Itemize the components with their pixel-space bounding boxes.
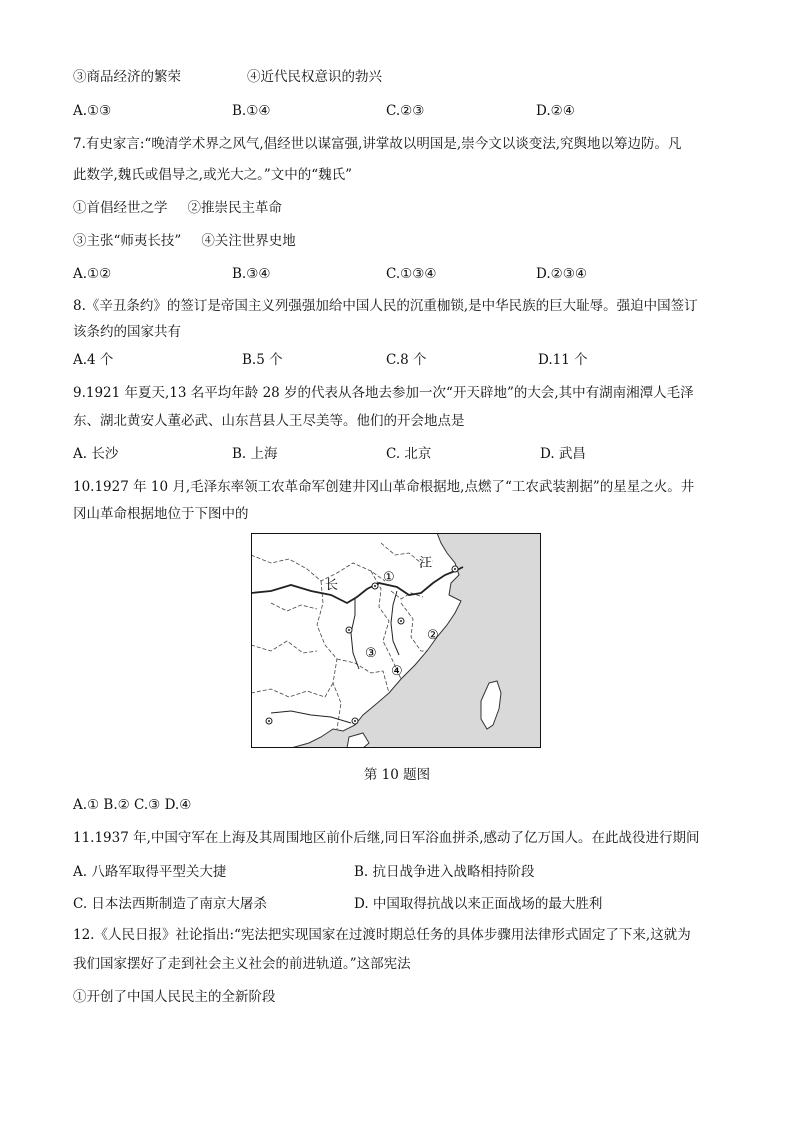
q10-options: A.① B.② C.③ D.④ (73, 797, 192, 813)
map-label-chang: 长 (325, 578, 339, 593)
q12-stem-line1: 12.《人民日报》社论指出:“宪法把实现国家在过渡时期总任务的具体步骤用法律形式固定了下来,这就为 (73, 927, 691, 943)
q7-stem-line1: 7.有史家言:“晚清学术界之风气,倡经世以谋富强,讲掌故以明国是,崇今文以谈变法,究舆地以筹边防。凡 (73, 136, 682, 152)
map-label-2: ② (427, 628, 439, 643)
q11-option-a: A. 八路军取得平型关大捷 (73, 864, 227, 880)
q7-statement-2: ②推崇民主革命 (187, 200, 282, 216)
q6-statement-4: ④近代民权意识的勃兴 (247, 69, 382, 85)
q7-stem-line2: 此数学,魏氏或倡导之,或光大之。”文中的“魏氏” (73, 167, 353, 183)
q8-option-b: B.5 个 (242, 352, 283, 368)
q7-statement-1: ①首倡经世之学 (73, 200, 168, 216)
q6-option-d: D.②④ (536, 103, 575, 119)
q6-option-c: C.②③ (386, 103, 425, 119)
q7-statements-row2 (73, 231, 296, 251)
q11-option-b: B. 抗日战争进入战略相持阶段 (354, 864, 535, 880)
q8-option-d: D.11 个 (538, 352, 588, 368)
map-label-3: ③ (365, 646, 377, 661)
q12-stem-line2: 我们国家摆好了走到社会主义社会的前进轨道。”这部宪法 (73, 956, 411, 972)
q8-option-c: C.8 个 (386, 352, 427, 368)
q7-statement-4: ④关注世界史地 (201, 233, 296, 249)
q10-stem-line1: 10.1927 年 10 月,毛泽东率领工农革命军创建井冈山革命根据地,点燃了“工农武装割据”的星星之火。井 (73, 479, 695, 495)
map-caption: 第 10 题图 (363, 767, 431, 783)
q7-option-c: C.①③④ (386, 266, 437, 282)
q9-option-d: D. 武昌 (540, 446, 586, 462)
q7-statements-row1 (73, 198, 282, 218)
q6-option-b: B.①④ (232, 103, 271, 119)
q6-option-a: A.①③ (73, 103, 112, 119)
q9-stem-line1: 9.1921 年夏天,13 名平均年龄 28 岁的代表从各地去参加一次“开天辟地”的大会,其中有湖南湘潭人毛泽 (73, 385, 694, 401)
q10-stem-line2: 冈山革命根据地位于下图中的 (73, 506, 249, 522)
q8-stem-line1: 8.《辛丑条约》的签订是帝国主义列强强加给中国人民的沉重枷锁,是中华民族的巨大耻辱。强迫中国签订 (73, 298, 698, 314)
q7-option-b: B.③④ (232, 266, 271, 282)
q12-statement-1: ①开创了中国人民民主的全新阶段 (73, 989, 276, 1005)
q7-statement-3: ③主张“师夷长技” (73, 233, 182, 249)
q11-stem-line1: 11.1937 年,中国守军在上海及其周围地区前仆后继,同日军浴血拼杀,感动了亿万国人。在此战役进行期间 (73, 830, 700, 846)
q8-stem-line2: 该条约的国家共有 (73, 324, 181, 340)
q7-option-a: A.①② (73, 266, 112, 282)
q7-option-d: D.②③④ (536, 266, 587, 282)
q9-option-b: B. 上海 (232, 446, 278, 462)
q11-option-c: C. 日本法西斯制造了南京大屠杀 (73, 896, 267, 912)
china-southeast-map (251, 533, 541, 748)
q9-stem-line2: 东、湖北黄安人董必武、山东莒县人王尽美等。他们的开会地点是 (73, 413, 465, 429)
q11-option-d: D. 中国取得抗战以来正面战场的最大胜利 (354, 896, 603, 912)
map-label-jiang: 江 (419, 556, 433, 571)
map-label-4: ④ (391, 664, 403, 679)
q8-option-a: A.4 个 (73, 352, 114, 368)
q9-option-c: C. 北京 (386, 446, 432, 462)
map-label-1: ① (383, 570, 395, 585)
q6-statement-3: ③商品经济的繁荣 (73, 69, 181, 85)
q9-option-a: A. 长沙 (73, 446, 119, 462)
